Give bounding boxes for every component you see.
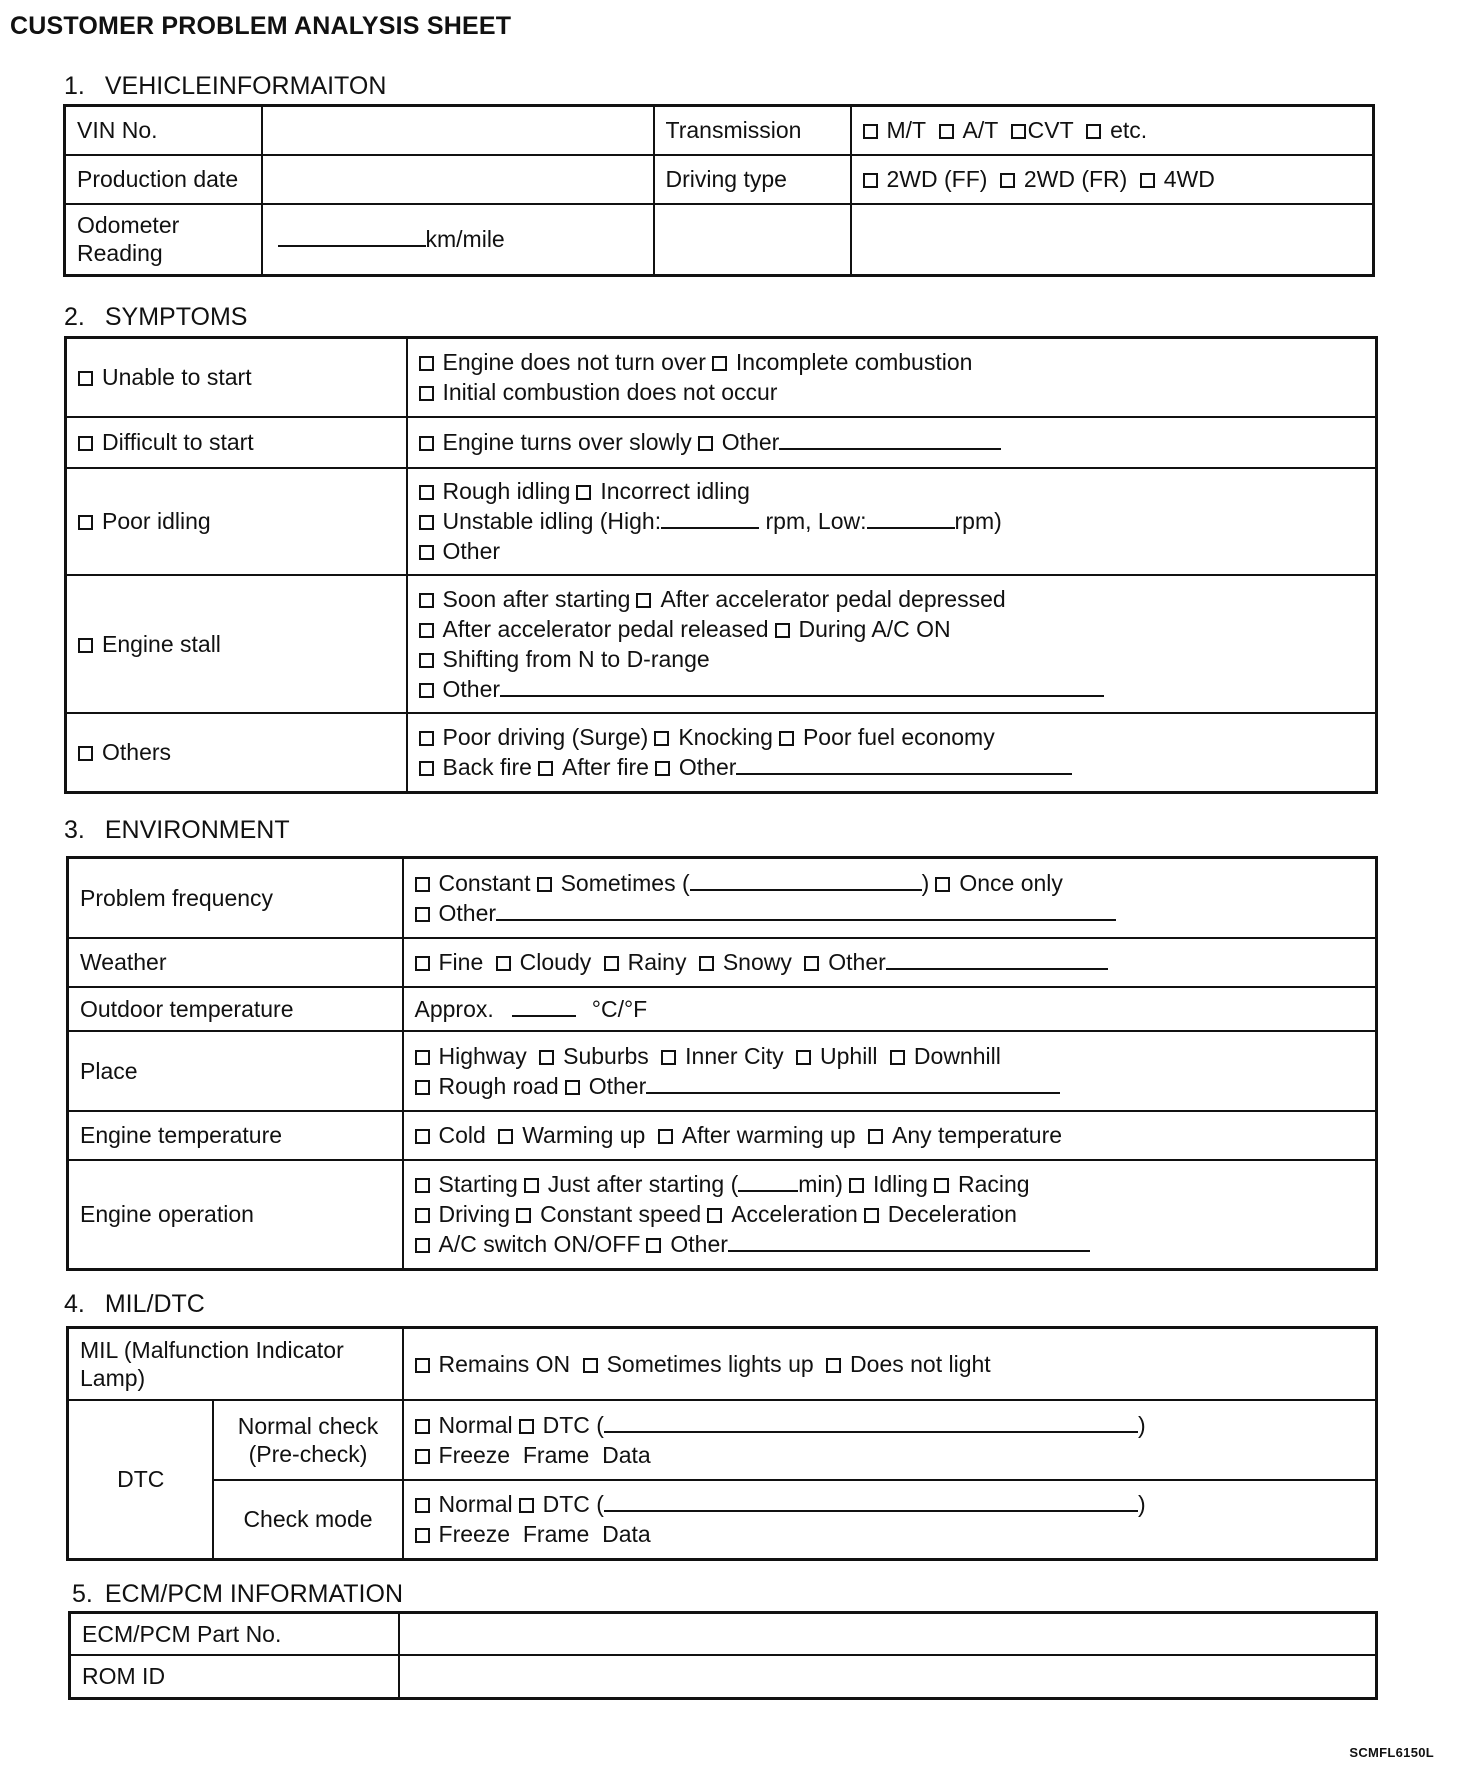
option-text: Rough idling xyxy=(442,478,571,504)
checkbox[interactable] xyxy=(516,1208,531,1223)
option-text: °C/°F xyxy=(591,995,648,1022)
section-title: ECM/PCM INFORMATION xyxy=(104,1580,403,1608)
checkbox[interactable] xyxy=(863,124,878,139)
option-text: Cold xyxy=(438,1122,486,1148)
option-text: ) xyxy=(921,869,930,896)
sometimes-blank[interactable] xyxy=(690,871,922,891)
section-heading-ecm-info xyxy=(72,1580,403,1609)
option-text: Freeze Frame Data xyxy=(438,1441,651,1468)
option-text: Highway xyxy=(438,1042,527,1069)
empty-cell xyxy=(654,204,851,276)
checkbox[interactable] xyxy=(576,485,591,500)
section-number: 4. xyxy=(64,1290,85,1318)
section-number: 3. xyxy=(64,816,85,844)
option-text: After accelerator pedal depressed xyxy=(660,585,1006,612)
rom-id-label: ROM ID xyxy=(70,1655,399,1699)
option-2wd-fr: 2WD (FR) xyxy=(1023,166,1128,192)
option-text: Deceleration xyxy=(887,1201,1017,1228)
checkbox[interactable] xyxy=(537,877,552,892)
checkbox[interactable] xyxy=(498,1129,513,1144)
checkbox[interactable] xyxy=(661,1050,676,1065)
other-blank[interactable] xyxy=(646,1074,1060,1094)
env-options xyxy=(403,858,1377,938)
section-title: SYMPTOMS xyxy=(104,303,248,331)
option-text: Other xyxy=(678,754,737,781)
option-text: Constant speed xyxy=(540,1201,702,1228)
option-text: Poor fuel economy xyxy=(802,724,995,751)
option-text: Starting xyxy=(438,1171,518,1198)
option-text: Inner City xyxy=(685,1042,784,1069)
option-text: Downhill xyxy=(913,1042,1001,1069)
checkbox[interactable] xyxy=(519,1498,534,1513)
option-text: Normal xyxy=(438,1411,513,1438)
option-mt: M/T xyxy=(886,117,927,144)
symptom-options xyxy=(407,417,1377,468)
checkbox[interactable] xyxy=(804,956,819,971)
option-text: Knocking xyxy=(678,724,773,751)
symptom-options xyxy=(407,575,1377,713)
option-text: Other xyxy=(670,1231,728,1258)
checkbox[interactable] xyxy=(775,623,790,638)
option-text: Other xyxy=(442,675,501,702)
option-text: DTC ( xyxy=(542,1491,604,1518)
option-text: Driving xyxy=(438,1201,511,1228)
environment-table xyxy=(66,856,1378,1271)
option-line xyxy=(419,377,1366,407)
symptom-options xyxy=(407,713,1377,793)
checkbox[interactable] xyxy=(415,907,430,922)
rom-id-field[interactable] xyxy=(399,1655,1377,1699)
checkbox[interactable] xyxy=(1011,124,1026,139)
option-line xyxy=(415,1519,1365,1549)
option-text: Normal xyxy=(438,1491,513,1518)
option-line xyxy=(419,347,1366,377)
option-text: Initial combustion does not occur xyxy=(442,379,778,406)
checkbox[interactable] xyxy=(934,1178,949,1193)
mil-label-line-1: MIL (Malfunction Indicator xyxy=(80,1336,344,1363)
option-text: Cloudy xyxy=(519,949,592,975)
option-text: Other xyxy=(721,429,780,455)
option-text: rpm) xyxy=(954,508,1002,534)
checkbox[interactable] xyxy=(415,1080,430,1095)
checkbox[interactable] xyxy=(565,1080,580,1095)
checkbox[interactable] xyxy=(415,1208,430,1223)
dtc-options xyxy=(403,1400,1377,1480)
checkbox[interactable] xyxy=(419,356,434,371)
checkbox[interactable] xyxy=(604,956,619,971)
mil-options xyxy=(403,1328,1377,1400)
odometer-unit: km/mile xyxy=(425,226,505,253)
checkbox[interactable] xyxy=(415,1449,430,1464)
option-line xyxy=(415,1489,1365,1519)
odometer-label xyxy=(65,204,262,276)
option-text: Incomplete combustion xyxy=(735,349,973,376)
vin-field[interactable] xyxy=(262,106,654,155)
option-text: min) xyxy=(798,1171,843,1198)
option-text: Does not light xyxy=(850,1350,991,1377)
other-blank[interactable] xyxy=(779,430,1001,450)
option-text: Acceleration xyxy=(731,1201,858,1228)
ecm-part-no-label: ECM/PCM Part No. xyxy=(70,1613,399,1655)
checkbox[interactable] xyxy=(78,515,93,530)
symptoms-table xyxy=(64,336,1378,794)
symptom-label: Difficult to start xyxy=(102,429,254,455)
checkbox[interactable] xyxy=(419,436,434,451)
env-engine-temperature-label: Engine temperature xyxy=(68,1111,403,1160)
section-heading-symptoms xyxy=(64,303,247,332)
checkbox[interactable] xyxy=(658,1129,673,1144)
checkbox[interactable] xyxy=(415,1419,430,1434)
checkbox[interactable] xyxy=(78,436,93,451)
option-text: Snowy xyxy=(722,949,792,975)
env-options xyxy=(403,1031,1377,1111)
dtc-blank[interactable] xyxy=(604,1413,1138,1433)
checkbox[interactable] xyxy=(1000,173,1015,188)
checkbox[interactable] xyxy=(1086,124,1101,139)
checkbox[interactable] xyxy=(415,877,430,892)
option-line xyxy=(415,1041,1366,1071)
option-text: After warming up xyxy=(681,1122,856,1148)
other-blank[interactable] xyxy=(736,755,1072,775)
mil-label xyxy=(68,1328,403,1400)
option-text: After fire xyxy=(561,754,649,781)
symptom-label: Unable to start xyxy=(102,364,252,391)
option-text: Poor driving (Surge) xyxy=(442,724,649,751)
checkbox[interactable] xyxy=(935,877,950,892)
normal-check-line-2: (Pre-check) xyxy=(248,1440,368,1467)
production-date-label: Production date xyxy=(65,155,262,204)
vin-label: VIN No. xyxy=(65,106,262,155)
option-text: After accelerator pedal released xyxy=(442,615,769,642)
symptom-engine-stall xyxy=(66,575,407,713)
symptom-unable-to-start xyxy=(66,338,407,417)
option-line xyxy=(415,1199,1366,1229)
dtc-blank[interactable] xyxy=(604,1492,1138,1512)
env-options xyxy=(403,987,1377,1031)
option-text: ) xyxy=(1137,1411,1146,1438)
option-text: Unstable idling (High: xyxy=(442,508,662,534)
checkbox[interactable] xyxy=(419,731,434,746)
option-text: Once only xyxy=(959,869,1063,896)
checkbox[interactable] xyxy=(419,593,434,608)
checkbox[interactable] xyxy=(939,124,954,139)
option-4wd: 4WD xyxy=(1163,166,1215,192)
checkbox[interactable] xyxy=(415,1238,430,1253)
section-number: 2. xyxy=(64,303,85,331)
checkbox[interactable] xyxy=(646,1238,661,1253)
env-problem-frequency-label: Problem frequency xyxy=(68,858,403,938)
checkbox[interactable] xyxy=(699,956,714,971)
option-line xyxy=(419,674,1366,704)
mil-label-line-2: Lamp) xyxy=(80,1364,146,1391)
checkbox[interactable] xyxy=(636,593,651,608)
empty-cell xyxy=(851,204,1374,276)
checkbox[interactable] xyxy=(496,956,511,971)
section-heading-vehicle-info xyxy=(64,72,386,101)
option-text: Remains ON xyxy=(438,1350,571,1377)
checkbox[interactable] xyxy=(864,1208,879,1223)
checkbox[interactable] xyxy=(419,386,434,401)
checkbox[interactable] xyxy=(419,683,434,698)
option-line xyxy=(415,1440,1365,1470)
checkbox[interactable] xyxy=(419,515,434,530)
option-text: Constant xyxy=(438,869,531,896)
normal-check-line-1: Normal check xyxy=(237,1412,379,1439)
other-blank[interactable] xyxy=(500,677,1104,697)
temperature-blank[interactable] xyxy=(512,997,576,1017)
option-line xyxy=(419,614,1366,644)
ecm-part-no-field[interactable] xyxy=(399,1613,1377,1655)
other-blank[interactable] xyxy=(496,901,1116,921)
checkbox[interactable] xyxy=(1140,173,1155,188)
symptom-label: Others xyxy=(102,739,172,766)
option-text: Rough road xyxy=(438,1072,559,1099)
option-cvt: CVT xyxy=(1027,117,1074,144)
option-line xyxy=(419,536,1366,566)
checkbox[interactable] xyxy=(712,356,727,371)
env-outdoor-temperature-label: Outdoor temperature xyxy=(68,987,403,1031)
odometer-label-line-1: Odometer xyxy=(77,212,180,239)
option-etc: etc. xyxy=(1110,117,1148,144)
checkbox[interactable] xyxy=(415,1528,430,1543)
option-text: Warming up xyxy=(522,1122,646,1148)
checkbox[interactable] xyxy=(890,1050,905,1065)
option-text: Shifting from N to D-range xyxy=(442,645,710,672)
checkbox[interactable] xyxy=(538,761,553,776)
symptom-label: Poor idling xyxy=(102,508,211,534)
page-title: CUSTOMER PROBLEM ANALYSIS SHEET xyxy=(10,12,512,40)
env-options xyxy=(403,1160,1377,1270)
option-text: Racing xyxy=(957,1171,1030,1198)
checkbox[interactable] xyxy=(419,623,434,638)
option-text: Soon after starting xyxy=(442,585,631,612)
checkbox[interactable] xyxy=(655,761,670,776)
vehicle-info-table xyxy=(63,104,1375,277)
option-text: Idling xyxy=(872,1171,928,1198)
option-text: Suburbs xyxy=(563,1042,649,1069)
option-line xyxy=(419,584,1366,614)
other-blank[interactable] xyxy=(728,1232,1090,1252)
option-line xyxy=(415,868,1366,898)
option-line xyxy=(415,1229,1366,1259)
odometer-label-line-2: Reading xyxy=(77,240,163,267)
checkbox[interactable] xyxy=(415,1050,430,1065)
dtc-options xyxy=(403,1480,1377,1560)
checkbox[interactable] xyxy=(78,371,93,386)
env-place-label: Place xyxy=(68,1031,403,1111)
odometer-blank[interactable] xyxy=(278,227,426,247)
checkbox[interactable] xyxy=(519,1419,534,1434)
checkbox[interactable] xyxy=(698,436,713,451)
odometer-field[interactable] xyxy=(262,204,654,276)
section-title: MIL/DTC xyxy=(104,1290,205,1318)
env-weather-label: Weather xyxy=(68,938,403,987)
section-heading-environment xyxy=(64,816,290,845)
checkbox[interactable] xyxy=(78,746,93,761)
option-text: DTC ( xyxy=(542,1411,604,1438)
checkbox[interactable] xyxy=(583,1358,598,1373)
env-engine-operation-label: Engine operation xyxy=(68,1160,403,1270)
other-blank[interactable] xyxy=(886,950,1108,970)
option-text: Fine xyxy=(438,949,484,975)
driving-type-label: Driving type xyxy=(654,155,851,204)
option-text: Engine turns over slowly xyxy=(442,429,692,455)
mil-dtc-table xyxy=(66,1326,1378,1561)
checkbox[interactable] xyxy=(415,1498,430,1513)
option-line xyxy=(419,644,1366,674)
option-at: A/T xyxy=(962,117,999,144)
checkbox[interactable] xyxy=(779,731,794,746)
env-options xyxy=(403,1111,1377,1160)
symptom-options xyxy=(407,468,1377,575)
checkbox[interactable] xyxy=(78,638,93,653)
env-options xyxy=(403,938,1377,987)
symptom-poor-idling xyxy=(66,468,407,575)
option-text: Other xyxy=(588,1072,647,1099)
option-text: Rainy xyxy=(627,949,687,975)
option-line xyxy=(419,722,1366,752)
option-text: Other xyxy=(828,949,886,975)
checkbox[interactable] xyxy=(796,1050,811,1065)
checkbox[interactable] xyxy=(707,1208,722,1223)
option-text: Engine does not turn over xyxy=(442,349,706,376)
checkbox[interactable] xyxy=(868,1129,883,1144)
symptom-options xyxy=(407,338,1377,417)
checkbox[interactable] xyxy=(415,956,430,971)
symptom-difficult-to-start xyxy=(66,417,407,468)
section-title: VEHICLEINFORMAITON xyxy=(104,72,387,100)
option-text: During A/C ON xyxy=(798,615,951,642)
option-line xyxy=(415,1071,1366,1101)
checkbox[interactable] xyxy=(415,1358,430,1373)
checkbox[interactable] xyxy=(849,1178,864,1193)
checkbox[interactable] xyxy=(415,1178,430,1193)
section-title: ENVIRONMENT xyxy=(104,816,290,844)
checkbox[interactable] xyxy=(419,653,434,668)
option-line xyxy=(419,752,1366,782)
ecm-info-table xyxy=(68,1611,1378,1700)
option-line xyxy=(419,476,1366,506)
option-text: Other xyxy=(442,538,501,564)
checkbox[interactable] xyxy=(419,761,434,776)
transmission-label: Transmission xyxy=(654,106,851,155)
option-text: Back fire xyxy=(442,754,532,781)
checkbox[interactable] xyxy=(826,1358,841,1373)
option-text: A/C switch ON/OFF xyxy=(438,1231,641,1258)
option-text: rpm, Low: xyxy=(765,508,867,534)
checkbox[interactable] xyxy=(419,545,434,560)
section-number: 1. xyxy=(64,72,85,100)
minutes-blank[interactable] xyxy=(738,1172,798,1192)
option-line xyxy=(415,898,1366,928)
option-text: Sometimes ( xyxy=(560,869,690,896)
checkbox[interactable] xyxy=(539,1050,554,1065)
option-line xyxy=(419,506,1366,536)
checkbox[interactable] xyxy=(863,173,878,188)
section-heading-mil-dtc xyxy=(64,1290,205,1319)
section-number: 5. xyxy=(72,1580,93,1608)
option-text: Any temperature xyxy=(891,1122,1063,1148)
checkbox[interactable] xyxy=(419,485,434,500)
checkbox[interactable] xyxy=(524,1178,539,1193)
option-text: Just after starting ( xyxy=(547,1171,739,1198)
option-text: Sometimes lights up xyxy=(606,1350,814,1377)
option-text: Incorrect idling xyxy=(600,478,750,504)
option-text: Uphill xyxy=(820,1042,878,1069)
dtc-label: DTC xyxy=(68,1400,213,1560)
normal-check-label xyxy=(213,1400,403,1480)
checkbox[interactable] xyxy=(415,1129,430,1144)
driving-type-options xyxy=(851,155,1374,204)
checkbox[interactable] xyxy=(654,731,669,746)
option-line xyxy=(415,1169,1366,1199)
low-rpm-blank[interactable] xyxy=(867,509,955,529)
symptom-others xyxy=(66,713,407,793)
figure-code: SCMFL6150L xyxy=(1349,1745,1434,1760)
symptom-label: Engine stall xyxy=(102,630,221,657)
high-rpm-blank[interactable] xyxy=(661,509,759,529)
option-text: Freeze Frame Data xyxy=(438,1521,651,1548)
option-text: ) xyxy=(1137,1491,1146,1518)
option-2wd-ff: 2WD (FF) xyxy=(886,166,988,192)
production-date-field[interactable] xyxy=(262,155,654,204)
transmission-options xyxy=(851,106,1374,155)
option-line xyxy=(415,1410,1365,1440)
option-text: Approx. xyxy=(414,995,494,1022)
check-mode-label: Check mode xyxy=(213,1480,403,1560)
option-text: Other xyxy=(438,899,497,926)
